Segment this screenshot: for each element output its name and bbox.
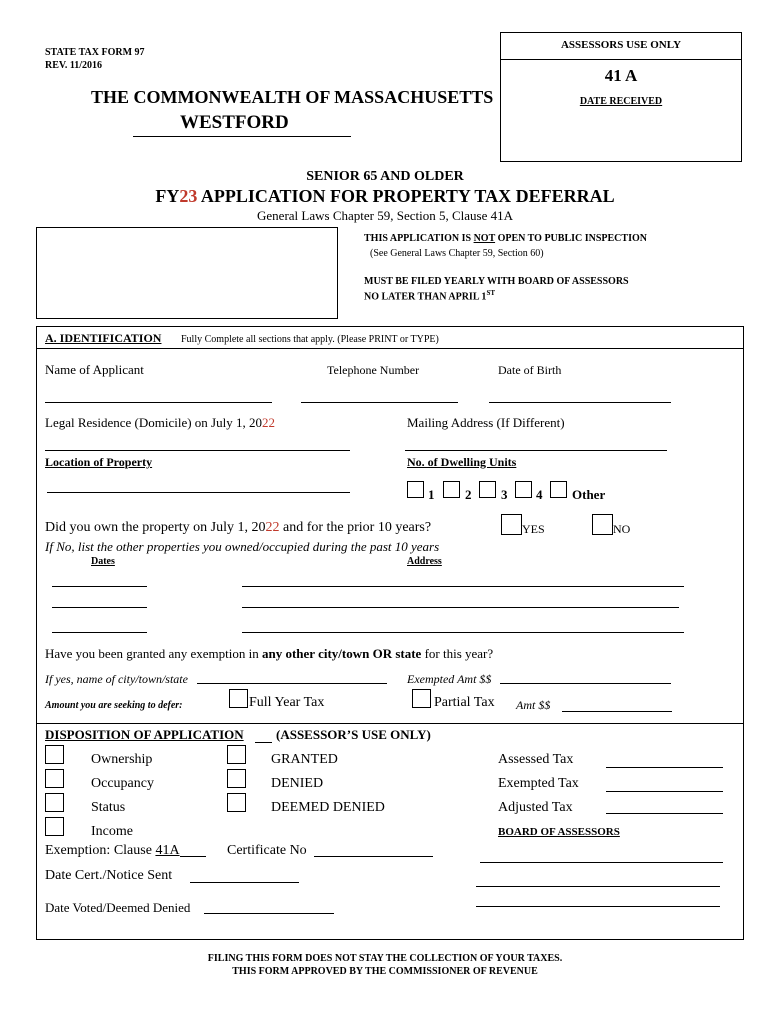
footer-line-1: FILING THIS FORM DOES NOT STAY THE COLLECTION OF YOUR TAXES. <box>207 953 563 964</box>
assessors-use-title: ASSESSORS USE ONLY <box>560 39 682 51</box>
certificate-no-label: Certificate No <box>227 843 307 858</box>
prior-address-field[interactable] <box>242 632 684 633</box>
if-yes-city-label: If yes, name of city/town/state <box>45 672 188 686</box>
city-town-state-field[interactable] <box>197 683 387 684</box>
exemption-clause-value: 41A <box>155 843 180 858</box>
board-signature-1[interactable] <box>480 862 723 863</box>
town-name: WESTFORD <box>180 112 289 133</box>
application-title <box>0 186 770 207</box>
disposition-divider <box>36 723 744 724</box>
form-id: STATE TAX FORM 97 <box>45 47 145 58</box>
denied-checkbox[interactable] <box>227 769 246 788</box>
exemption-clause-line <box>180 856 206 857</box>
defer-amt-field[interactable] <box>562 711 672 712</box>
mailing-address-field[interactable] <box>405 450 667 451</box>
fy-prefix: FY <box>155 186 180 206</box>
telephone-field[interactable] <box>301 402 458 403</box>
ownership-question-year: 22 <box>265 520 280 535</box>
form-revision: REV. 11/2016 <box>45 60 103 71</box>
amount-defer-label: Amount you are seeking to defer: <box>45 700 183 711</box>
date-received-label: DATE RECEIVED <box>579 96 663 107</box>
units-1-label: 1 <box>428 487 435 502</box>
income-label: Income <box>91 824 133 839</box>
commonwealth-title: THE COMMONWEALTH OF MASSACHUSETTS <box>91 87 494 107</box>
units-4-label: 4 <box>536 487 543 502</box>
section-a-heading: A. IDENTIFICATION <box>45 331 162 345</box>
ownership-question <box>45 520 431 536</box>
date-cert-field[interactable] <box>190 882 299 883</box>
exempted-amt-field[interactable] <box>500 683 671 684</box>
dob-label: Date of Birth <box>498 363 562 377</box>
partial-tax-checkbox[interactable] <box>412 689 431 708</box>
legal-residence-text: Legal Residence (Domicile) on July 1, 20 <box>45 415 262 430</box>
status-label: Status <box>91 800 126 815</box>
assessed-tax-label: Assessed Tax <box>498 752 574 767</box>
full-year-tax-label: Full Year Tax <box>249 695 325 710</box>
occupancy-checkbox[interactable] <box>45 769 64 788</box>
legal-residence-field[interactable] <box>45 450 350 451</box>
form-number: 41 A <box>604 66 638 85</box>
denied-label: DENIED <box>271 776 324 791</box>
disposition-heading: DISPOSITION OF APPLICATION <box>45 727 244 742</box>
location-field[interactable] <box>47 492 350 493</box>
board-of-assessors-label: BOARD OF ASSESSORS <box>498 826 620 838</box>
senior-heading: SENIOR 65 AND OLDER <box>306 169 464 184</box>
ownership-question-pre: Did you own the property on July 1, 20 <box>45 520 266 535</box>
ownership-checkbox[interactable] <box>45 745 64 764</box>
date-voted-field[interactable] <box>204 913 334 914</box>
notice-text-pre: THIS APPLICATION IS <box>364 233 474 244</box>
assessed-tax-field[interactable] <box>606 767 723 768</box>
adjusted-tax-label: Adjusted Tax <box>498 800 573 815</box>
ownership-label: Ownership <box>91 752 153 767</box>
ownership-question-post: and for the prior 10 years? <box>279 520 432 535</box>
deemed-denied-label: DEEMED DENIED <box>271 800 385 815</box>
fy-year: 23 <box>179 186 198 206</box>
telephone-label: Telephone Number <box>327 363 420 377</box>
exempted-tax-label: Exempted Tax <box>498 776 579 791</box>
application-title-text: APPLICATION FOR PROPERTY TAX DEFERRAL <box>197 186 615 206</box>
deemed-denied-checkbox[interactable] <box>227 793 246 812</box>
granted-label: GRANTED <box>271 752 338 767</box>
full-year-tax-checkbox[interactable] <box>229 689 248 708</box>
exempted-tax-field[interactable] <box>606 791 723 792</box>
assessors-box-divider <box>500 59 742 60</box>
notice-not: NOT <box>473 233 496 244</box>
amt-label: Amt $$ <box>516 698 551 712</box>
assessor-use-only-label: (ASSESSOR’S USE ONLY) <box>276 727 431 742</box>
prior-address-field[interactable] <box>242 607 679 608</box>
status-checkbox[interactable] <box>45 793 64 812</box>
units-2-label: 2 <box>465 487 472 502</box>
board-signature-3[interactable] <box>476 906 720 907</box>
date-voted-label: Date Voted/Deemed Denied <box>45 900 191 915</box>
address-heading: Address <box>407 556 442 567</box>
ownership-no-label: NO <box>613 522 631 536</box>
dob-field[interactable] <box>489 402 671 403</box>
footer-line-2: THIS FORM APPROVED BY THE COMMISSIONER OF REVENUE <box>232 966 538 977</box>
name-of-applicant-label: Name of Applicant <box>45 362 144 377</box>
section-a-divider <box>36 348 744 349</box>
other-exemption-question <box>45 646 493 662</box>
units-3-checkbox[interactable] <box>479 481 496 498</box>
adjusted-tax-field[interactable] <box>606 813 723 814</box>
must-file-notice: MUST BE FILED YEARLY WITH BOARD OF ASSESSORS <box>364 276 629 287</box>
certificate-no-field[interactable] <box>314 856 433 857</box>
mailing-address-label: Mailing Address (If Different) <box>407 415 565 430</box>
exemption-clause-label: Exemption: Clause <box>45 843 152 858</box>
dwelling-units-label: No. of Dwelling Units <box>407 455 517 469</box>
public-inspection-notice <box>364 233 647 244</box>
units-2-checkbox[interactable] <box>443 481 460 498</box>
dates-heading: Dates <box>91 556 115 567</box>
units-other-checkbox[interactable] <box>550 481 567 498</box>
units-other-label: Other <box>572 487 606 502</box>
deadline-notice <box>364 289 495 302</box>
granted-checkbox[interactable] <box>227 745 246 764</box>
units-1-checkbox[interactable] <box>407 481 424 498</box>
exempted-amt-label: Exempted Amt $$ <box>407 672 492 686</box>
income-checkbox[interactable] <box>45 817 64 836</box>
units-4-checkbox[interactable] <box>515 481 532 498</box>
prior-date-field[interactable] <box>52 607 147 608</box>
section-a-instructions: Fully Complete all sections that apply. (Please PRINT or TYPE) <box>181 334 439 345</box>
other-exemption-pre: Have you been granted any exemption in <box>45 646 262 661</box>
town-underline <box>133 136 351 137</box>
partial-tax-label: Partial Tax <box>434 695 495 710</box>
date-cert-label: Date Cert./Notice Sent <box>45 868 173 883</box>
if-no-instruction: If No, list the other properties you owned/occupied during the past 10 years <box>45 539 440 554</box>
applicant-info-box[interactable] <box>36 227 338 319</box>
units-3-label: 3 <box>501 487 508 502</box>
prior-date-field[interactable] <box>52 632 147 633</box>
exemption-clause <box>45 843 180 859</box>
law-reference: General Laws Chapter 59, Section 5, Clause 41A <box>257 208 513 223</box>
prior-date-field[interactable] <box>52 586 147 587</box>
disposition-heading-underline <box>255 742 272 743</box>
legal-residence-label <box>45 415 275 431</box>
ownership-yes-checkbox[interactable] <box>501 514 522 535</box>
location-label: Location of Property <box>45 455 153 469</box>
other-exemption-bold: any other city/town OR state <box>261 646 422 661</box>
occupancy-label: Occupancy <box>91 776 154 791</box>
deadline-text: NO LATER THAN APRIL 1 <box>364 291 487 303</box>
other-exemption-post: for this year? <box>421 646 494 661</box>
legal-residence-year: 22 <box>261 415 275 430</box>
prior-address-field[interactable] <box>242 586 684 587</box>
ownership-yes-label: YES <box>522 522 545 536</box>
name-of-applicant-field[interactable] <box>45 402 272 403</box>
notice-text-post: OPEN TO PUBLIC INSPECTION <box>495 233 647 244</box>
ownership-no-checkbox[interactable] <box>592 514 613 535</box>
board-signature-2[interactable] <box>476 886 720 887</box>
deadline-sup: ST <box>486 289 495 297</box>
law-see-reference: (See General Laws Chapter 59, Section 60) <box>370 248 544 259</box>
